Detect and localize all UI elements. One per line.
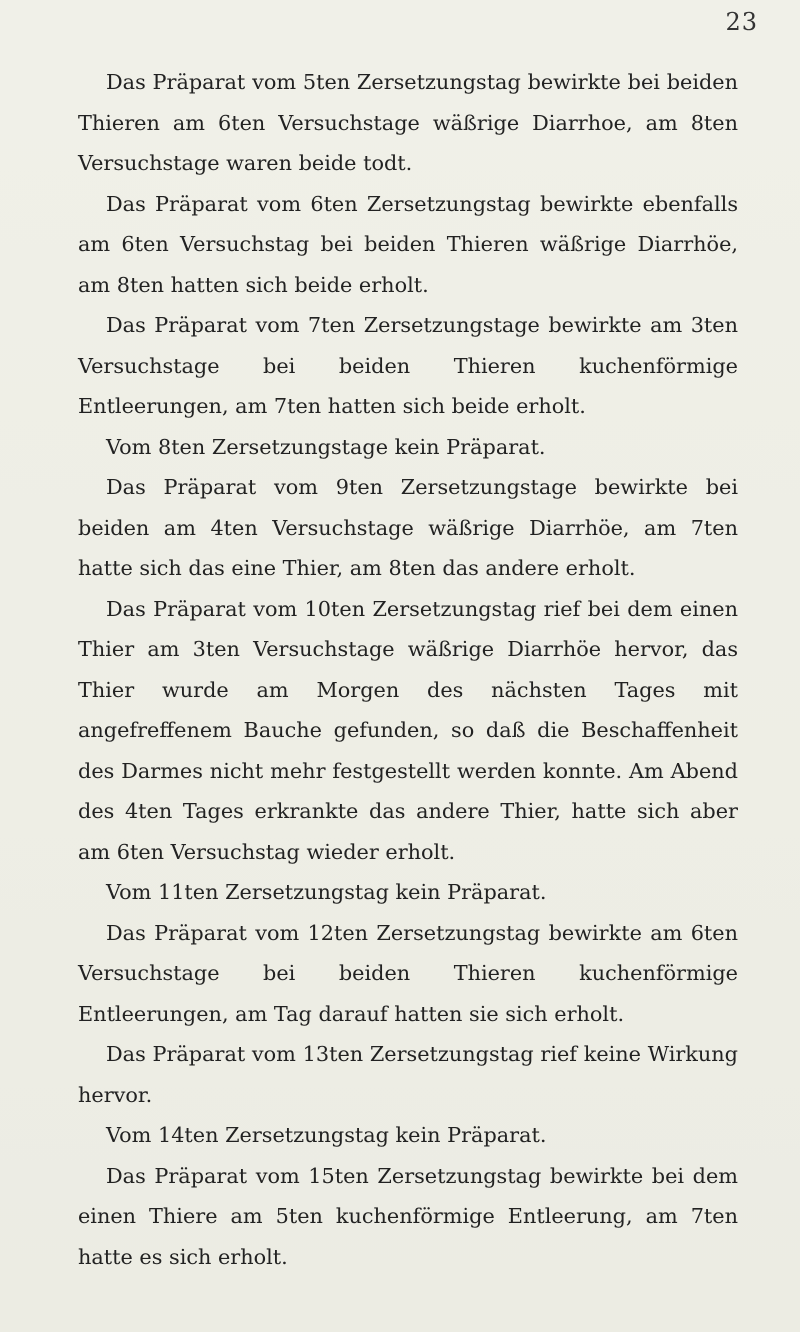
paragraph-3: Das Präparat vom 7ten Zersetzungstage bewirkte am 3ten Versuchstage bei beiden Thieren kuchenförmige Entleerungen, am 7ten hatten sich beide erholt. <box>78 313 738 418</box>
paragraph-1: Das Präparat vom 5ten Zersetzungstag bewirkte bei beiden Thieren am 6ten Versuchstage wäßrige Diarrhoe, am 8ten Versuchstage waren beide todt. <box>78 70 738 175</box>
paragraph-6: Das Präparat vom 10ten Zersetzungstag rief bei dem einen Thier am 3ten Versuchstage wäßrige Diarrhöe hervor, das Thier wurde am Morgen des nächsten Tages mit angefreffenem Bauche gefunden, so daß die Beschaffenheit des Darmes nicht mehr festgestellt werden konnte. Am Abend des 4ten Tages erkrankte das andere Thier, hatte sich aber am 6ten Versuchstag wieder erholt. <box>78 596 738 864</box>
paragraph-9: Das Präparat vom 13ten Zersetzungstag rief keine Wirkung hervor. <box>78 1042 738 1107</box>
paragraph-11: Das Präparat vom 15ten Zersetzungstag bewirkte bei dem einen Thiere am 5ten kuchenförmige Entleerung, am 7ten hatte es sich erholt. <box>78 1163 738 1269</box>
paragraph-8: Das Präparat vom 12ten Zersetzungstag bewirkte am 6ten Versuchstage bei beiden Thieren kuchenförmige Entleerungen, am Tag darauf hatten sie sich erholt. <box>78 920 738 1026</box>
paragraph-10: Vom 14ten Zersetzungstag kein Präparat. <box>106 1123 547 1147</box>
paragraph-5: Das Präparat vom 9ten Zersetzungstage bewirkte bei beiden am 4ten Versuchstage wäßrige Diarrhöe, am 7ten hatte sich das eine Thier, am 8ten das andere erholt. <box>78 475 738 580</box>
paragraph-2: Das Präparat vom 6ten Zersetzungstag bewirkte ebenfalls am 6ten Versuchstag bei beiden Thieren wäßrige Diarrhöe, am 8ten hatten sich beide erholt. <box>78 191 738 297</box>
page-body <box>78 62 738 1277</box>
paragraph-7: Vom 11ten Zersetzungstag kein Präparat. <box>106 880 547 904</box>
paragraph-4: Vom 8ten Zersetzungstage kein Präparat. <box>106 434 546 459</box>
page-number: 23 <box>725 8 758 36</box>
